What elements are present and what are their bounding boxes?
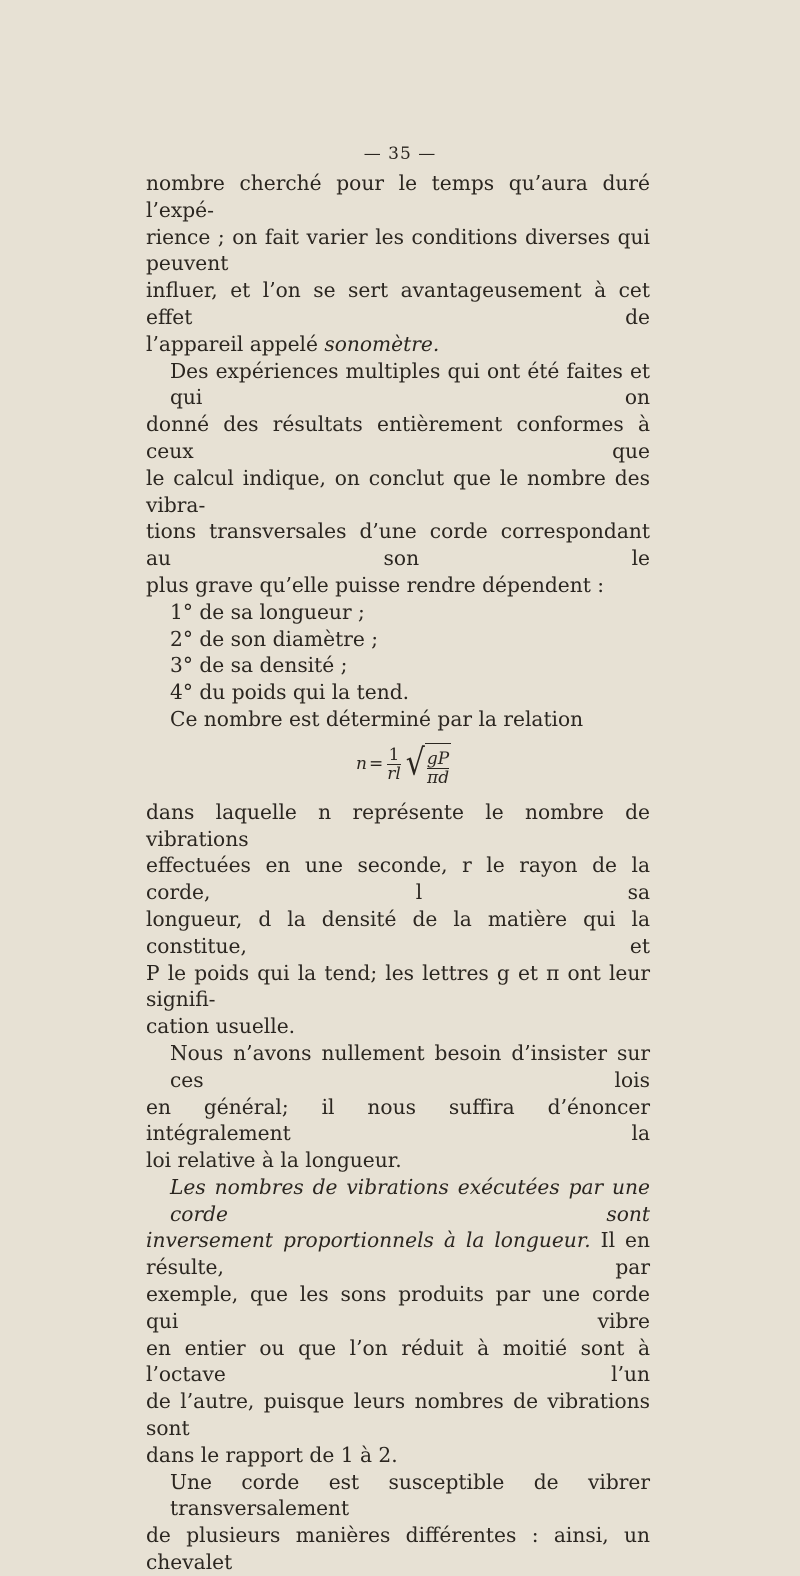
text-line: de l’autre, puisque leurs nombres de vibrations sont	[146, 1389, 650, 1441]
root-numerator: gP	[426, 748, 450, 769]
list-item: 4° du poids qui la tend.	[170, 680, 410, 705]
formula-equals: =	[368, 754, 384, 775]
paragraph-5	[146, 1174, 650, 1469]
formula-denominator: rl	[387, 764, 401, 785]
root-denominator: πd	[427, 767, 450, 788]
paragraph-2	[146, 358, 650, 599]
law-statement: Les nombres de vibrations exécutées par une corde sont	[170, 1174, 650, 1226]
text-line: cation usuelle.	[146, 1014, 296, 1039]
formula-expression	[356, 735, 451, 795]
text-line: rience ; on fait varier les conditions diverses qui peuvent	[146, 224, 650, 276]
formula-lhs: n	[356, 754, 367, 775]
text-line	[146, 1227, 650, 1281]
body-text	[146, 170, 650, 1576]
text-line: plus grave qu’elle puisse rendre dépendent :	[146, 572, 605, 597]
paragraph-6	[146, 1469, 650, 1576]
text-line: en général; il nous suffira d’énoncer intégralement la	[146, 1094, 650, 1146]
text-line: le calcul indique, on conclut que le nombre des vibra-	[146, 465, 650, 517]
formula-numerator: 1	[388, 745, 400, 766]
text-line: loi relative à la longueur.	[146, 1148, 402, 1173]
text-line: Ce nombre est déterminé par la relation	[170, 706, 584, 731]
page-number: — 35 —	[363, 144, 437, 164]
text-line: en entier ou que l’on réduit à moitié sont à l’octave l’un	[146, 1335, 650, 1387]
text-line: Nous n’avons nullement besoin d’insister sur ces lois	[170, 1040, 650, 1092]
list-item: 3° de sa densité ;	[170, 653, 348, 678]
square-root-icon: √	[405, 742, 425, 785]
text-line: dans laquelle n représente le nombre de vibrations	[146, 799, 650, 851]
text-line: donné des résultats entièrement conformes à ceux que	[146, 412, 650, 463]
text-line: P le poids qui la tend; les lettres g et π ont leur signifi-	[146, 960, 650, 1012]
text-line: exemple, que les sons produits par une corde qui vibre	[146, 1282, 650, 1333]
formula	[146, 733, 650, 799]
text-line: de plusieurs manières différentes : ainsi, un chevalet	[146, 1523, 650, 1575]
text-line: nombre cherché pour le temps qu’aura duré l’expé-	[146, 171, 650, 222]
factor-list	[146, 599, 650, 733]
list-item: 2° de son diamètre ;	[170, 626, 379, 651]
text-fragment: Il en résulte, par	[146, 1228, 650, 1280]
law-statement: inversement proportionnels à la longueur.	[146, 1228, 591, 1253]
paragraph-3	[146, 799, 650, 1040]
text-line	[146, 331, 650, 358]
text-line: effectuées en une seconde, r le rayon de la corde, l sa	[146, 853, 650, 905]
root-fraction	[427, 750, 449, 787]
text-fragment: l’appareil appelé	[146, 331, 325, 356]
paragraph-4	[146, 1040, 650, 1174]
list-item: 1° de sa longueur ;	[170, 599, 365, 624]
text-line: Une corde est susceptible de vibrer transversalement	[170, 1469, 650, 1521]
text-line: influer, et l’on se sert avantageusement à cet effet de	[146, 278, 650, 329]
paragraph-1	[146, 170, 650, 358]
formula-fraction	[387, 746, 401, 783]
italic-term: sonomètre.	[324, 331, 440, 356]
root-body	[425, 743, 451, 787]
text-line: dans le rapport de 1 à 2.	[146, 1442, 398, 1467]
text-line: longueur, d la densité de la matière qui la constitue, et	[146, 906, 650, 958]
text-line: tions transversales d’une corde correspondant au son le	[146, 519, 650, 571]
text-line: Des expériences multiples qui ont été faites et qui on	[170, 358, 650, 410]
